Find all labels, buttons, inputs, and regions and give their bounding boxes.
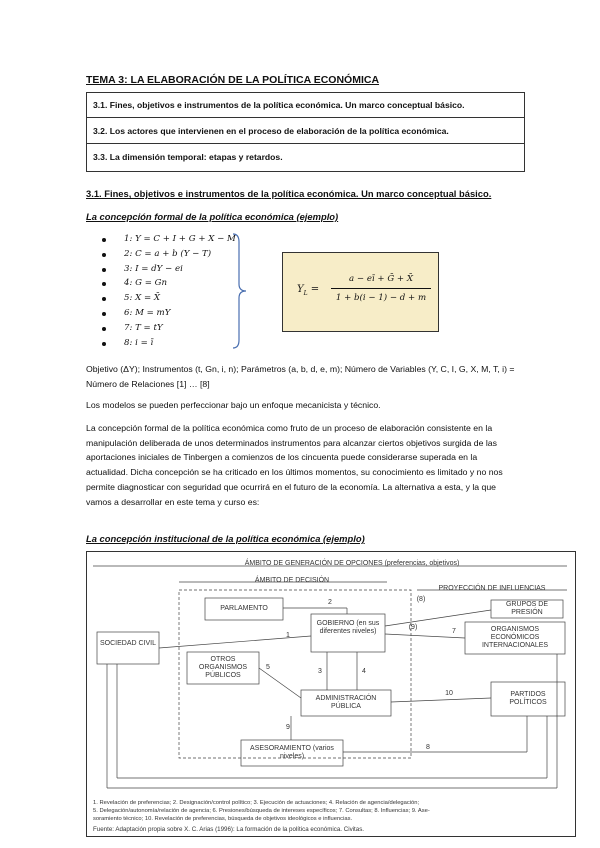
toc-item-3-3: 3.3. La dimensión temporal: etapas y retardos.	[93, 152, 283, 162]
list-item: 1: Y = C + I + G + X − M	[102, 234, 236, 249]
legend-line: soramiento técnico; 10. Revelación de preferencias, búsqueda de objetivos ideológicos e influencias.	[93, 816, 353, 822]
fraction-bar	[331, 288, 431, 289]
formula-lhs: $Y_L$ =	[297, 284, 320, 297]
node-organismos: ORGANISMOS ECONÓMICOS INTERNACIONALES	[481, 626, 549, 649]
section-heading: 3.1. Fines, objetivos e instrumentos de la política económica. Un marco conceptual básico.	[86, 188, 492, 199]
projection-label: PROYECCIÓN DE INFLUENCIAS	[438, 585, 546, 592]
page-title: TEMA 3: LA ELABORACIÓN DE LA POLÍTICA ECONÓMICA	[86, 74, 380, 86]
institutional-heading: La concepción institucional de la política económica (ejemplo)	[86, 533, 365, 544]
edge-number: 8	[426, 744, 430, 751]
bullet-icon	[102, 327, 106, 331]
equation-list	[102, 234, 236, 352]
toc-item-3-2: 3.2. Los actores que intervienen en el proceso de elaboración de la política económica.	[93, 126, 449, 136]
edge-number: 3	[318, 668, 322, 675]
outer-scope-label: ÁMBITO DE GENERACIÓN DE OPCIONES (preferencias, objetivos)	[244, 560, 460, 567]
objective-paragraph: Objetivo (ΔY); Instrumentos (t, Gn, i, n); Parámetros (a, b, d, e, m); Número de Variables (Y, C, I, G, X, M, T, i) = Número de Relaciones [1] … [8]	[86, 364, 515, 389]
list-item: 6: M = mY	[102, 308, 236, 323]
node-sociedad: SOCIEDAD CIVIL	[99, 640, 156, 647]
list-item: 2: C = a + b (Y − T)	[102, 249, 236, 264]
formula-box	[282, 252, 439, 332]
node-administracion: ADMINISTRACIÓN PÚBLICA	[315, 695, 377, 710]
node-partidos: PARTIDOS POLÍTICOS	[509, 691, 547, 706]
formula-denominator: 1 + b(i − 1) − d + m	[335, 293, 427, 303]
formal-heading: La concepción formal de la política económica (ejemplo)	[86, 211, 339, 222]
bullet-icon	[102, 238, 106, 242]
table-of-contents	[86, 92, 525, 172]
list-item: 7: T = tY	[102, 323, 236, 338]
bullet-icon	[102, 342, 106, 346]
legend-line: 1. Revelación de preferencias; 2. Designación/control político; 3. Ejecución de actuaciones; 4. Relación de agencia/delegación;	[93, 800, 420, 806]
legend-line: 5. Delegación/autonomía/relación de agencia; 6. Presiones/búsqueda de intereses específicos; 7. Consultas; 8. Influencias; 9. Ase-	[93, 808, 430, 814]
edge-number: 5	[266, 664, 270, 671]
edge-number: 1	[286, 632, 290, 639]
models-paragraph: Los modelos se pueden perfeccionar bajo un enfoque mecanicista y técnico.	[86, 400, 381, 410]
diagram-source: Fuente: Adaptación propia sobre X. C. Arias (1996): La formación de la política económica. Civitas.	[93, 826, 365, 833]
decision-scope-label: ÁMBITO DE DECISIÓN	[254, 577, 330, 584]
node-grupos: GRUPOS DE PRESIÓN	[505, 601, 548, 616]
list-item: 5: X = X̄	[102, 293, 236, 308]
edge-number: (8)	[416, 596, 426, 603]
node-parlamento: PARLAMENTO	[220, 605, 268, 612]
toc-row	[87, 145, 524, 170]
list-item: 4: G = Gn	[102, 278, 236, 293]
bullet-icon	[102, 253, 106, 257]
toc-row	[87, 93, 524, 118]
right-brace-icon	[231, 232, 249, 350]
toc-item-3-1: 3.1. Fines, objetivos e instrumentos de la política económica. Un marco conceptual básico.	[93, 100, 465, 110]
list-item: 3: I = dY − ei	[102, 264, 236, 279]
list-item: 8: i = ī	[102, 338, 236, 353]
box-sociedad	[97, 632, 159, 664]
node-otros: OTROS ORGANISMOS PÚBLICOS	[198, 656, 248, 679]
bullet-icon	[102, 268, 106, 272]
edge-number: 2	[328, 599, 332, 606]
edge-number: 7	[452, 628, 456, 635]
institutional-diagram	[86, 551, 576, 837]
formula-numerator: a − eī + Ḡ + X̄	[349, 274, 413, 284]
toc-row	[87, 119, 524, 144]
bullet-icon	[102, 282, 106, 286]
edge-number: 4	[362, 668, 366, 675]
formal-concept-paragraph: La concepción formal de la política económica como fruto de un proceso de elaboración consistente en la manipulación deliberada de unos determinados instrumentos para alcanzar ciertos objetivos surgida de las aportaciones iniciales de Tinbergen a comienzos de los cincuenta puede considerarse superada en la actualidad. Dicha concepción se ha criticado en los últimos momentos, su conocimiento es limitado y no nos permite diagnosticar con seguridad que ocurrirá en el futuro de la economía. La alternativa a esta, y la que vamos a desarrollar en este tema y curso es:	[86, 423, 503, 507]
bullet-icon	[102, 297, 106, 301]
edge-number: (9)	[408, 624, 418, 631]
node-gobierno: GOBIERNO (en sus diferentes niveles)	[316, 620, 380, 635]
bullet-icon	[102, 312, 106, 316]
edge-number: 9	[286, 724, 290, 731]
edge-number: 10	[445, 690, 453, 697]
node-asesoramiento: ASESORAMIENTO (varios niveles)	[250, 745, 334, 760]
